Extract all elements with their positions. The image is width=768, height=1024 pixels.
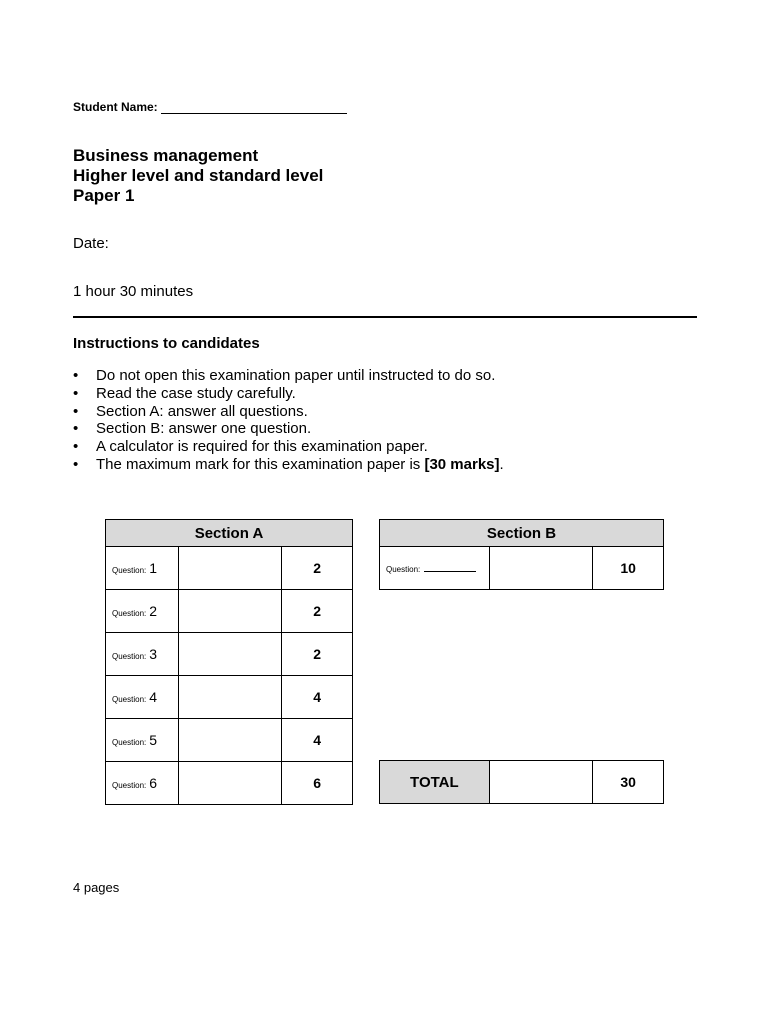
question-number: 4 bbox=[149, 689, 158, 705]
exam-duration: 1 hour 30 minutes bbox=[73, 283, 194, 300]
subject-title: Business management bbox=[73, 146, 259, 165]
score-entry-cell[interactable] bbox=[178, 762, 281, 805]
score-entry-cell[interactable] bbox=[178, 633, 281, 676]
question-number: 2 bbox=[149, 603, 158, 619]
exam-title-block bbox=[73, 146, 323, 206]
student-name-label: Student Name: bbox=[73, 100, 158, 114]
score-entry-cell[interactable] bbox=[489, 547, 592, 590]
score-entry-cell[interactable] bbox=[178, 676, 281, 719]
bullet-icon: • bbox=[73, 384, 79, 402]
table-row bbox=[106, 633, 353, 676]
section-b-table bbox=[379, 519, 664, 590]
max-mark: 4 bbox=[282, 676, 353, 719]
table-row bbox=[106, 547, 353, 590]
bullet-icon: • bbox=[73, 367, 79, 384]
student-name-field bbox=[73, 100, 347, 114]
max-marks: [30 marks] bbox=[424, 455, 500, 473]
date-label: Date: bbox=[73, 235, 109, 252]
instruction-item: • Do not open this examination paper until instructed to do so. bbox=[73, 367, 496, 384]
total-label: TOTAL bbox=[380, 761, 490, 804]
instructions-list bbox=[73, 367, 504, 474]
score-entry-cell[interactable] bbox=[178, 547, 281, 590]
question-number: 6 bbox=[149, 775, 158, 791]
student-name-blank bbox=[161, 101, 347, 114]
instruction-item: • Read the case study carefully. bbox=[73, 384, 296, 402]
total-table bbox=[379, 760, 664, 804]
max-mark: 2 bbox=[282, 590, 353, 633]
horizontal-rule bbox=[73, 316, 697, 318]
question-label: Question: bbox=[112, 566, 147, 575]
bullet-icon: • bbox=[73, 420, 79, 438]
table-row bbox=[106, 676, 353, 719]
max-mark: 2 bbox=[282, 633, 353, 676]
table-row bbox=[106, 762, 353, 805]
question-number: 5 bbox=[149, 732, 158, 748]
max-mark: 6 bbox=[282, 762, 353, 805]
question-label: Question: bbox=[386, 564, 421, 574]
question-label: Question: bbox=[112, 695, 147, 704]
total-marks: 30 bbox=[593, 761, 664, 804]
instruction-item: • Section B: answer one question. bbox=[73, 420, 312, 438]
bullet-icon: • bbox=[73, 438, 79, 456]
paper-title: Paper 1 bbox=[73, 186, 135, 205]
max-mark: 4 bbox=[282, 719, 353, 762]
question-label: Question: bbox=[112, 652, 147, 661]
section-b-heading: Section B bbox=[380, 520, 664, 547]
question-number: 1 bbox=[149, 560, 158, 576]
total-entry-cell[interactable] bbox=[489, 761, 593, 804]
bullet-icon: • bbox=[73, 402, 79, 420]
instruction-item: • Section A: answer all questions. bbox=[73, 402, 308, 420]
instruction-item: • The maximum mark for this examination paper is [30 marks]. bbox=[73, 455, 504, 473]
table-row bbox=[380, 761, 664, 804]
question-label: Question: bbox=[112, 781, 147, 790]
score-entry-cell[interactable] bbox=[178, 590, 281, 633]
section-a-table bbox=[105, 519, 353, 805]
question-number-blank[interactable] bbox=[424, 563, 476, 572]
max-mark: 2 bbox=[282, 547, 353, 590]
page-count: 4 pages bbox=[73, 880, 120, 895]
max-mark: 10 bbox=[593, 547, 664, 590]
bullet-icon: • bbox=[73, 455, 79, 473]
table-row bbox=[106, 590, 353, 633]
instructions-heading: Instructions to candidates bbox=[73, 335, 260, 352]
table-row bbox=[106, 719, 353, 762]
score-entry-cell[interactable] bbox=[178, 719, 281, 762]
question-label: Question: bbox=[112, 609, 147, 618]
question-number: 3 bbox=[149, 646, 158, 662]
question-label: Question: bbox=[112, 738, 147, 747]
level-title: Higher level and standard level bbox=[73, 166, 324, 185]
instruction-item: • A calculator is required for this examination paper. bbox=[73, 438, 428, 456]
section-a-heading: Section A bbox=[106, 520, 353, 547]
table-row bbox=[380, 547, 664, 590]
